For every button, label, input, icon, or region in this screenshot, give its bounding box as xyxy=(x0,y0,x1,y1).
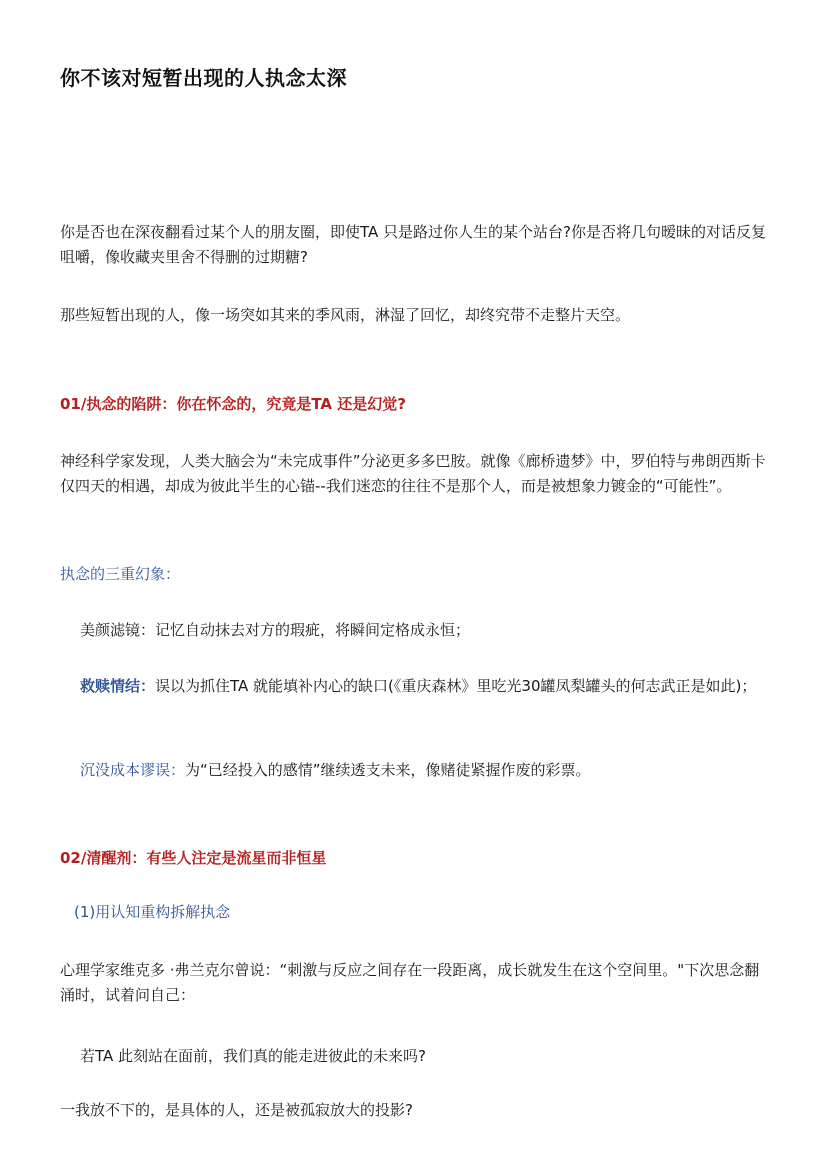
document-title: 你不该对短暂出现的人执念太深 xyxy=(60,66,347,90)
illusion-item-3-label: 沉没成本谬误： xyxy=(80,761,186,779)
illusion-item-2-text: 误以为抓住TA 就能填补内心的缺口(《重庆森林》里吃光30罐凤梨罐头的何志武正是如此)； xyxy=(155,677,757,695)
intro-paragraph-1: 你是否也在深夜翻看过某个人的朋友圈，即使TA 只是路过你人生的某个站台?你是否将几句暧昧的对话反复咀嚼，像收藏夹里舍不得删的过期糖? xyxy=(60,223,766,266)
illusion-item-2-label: 救赎情结： xyxy=(80,677,156,695)
section-2-paragraph: 心理学家维克多 ·弗兰克尔曾说：“刺激与反应之间存在一段距离，成长就发生在这个空间里。"下次思念翻涌时，试着问自己： xyxy=(60,961,760,1004)
illusion-item-1: 美颜滤镜：记忆自动抹去对方的瑕疵，将瞬间定格成永恒； xyxy=(80,621,471,639)
section-1-heading: 01/执念的陷阱：你在怀念的，究竟是TA 还是幻觉? xyxy=(60,395,406,413)
illusion-item-3-text: 为“已经投入的感情”继续透支未来，像赌徒紧握作废的彩票。 xyxy=(185,761,591,779)
section-1-paragraph: 神经科学家发现，人类大脑会为“未完成事件”分泌更多多巴胺。就像《廊桥遗梦》中，罗伯特与弗朗西斯卡仅四天的相遇，却成为彼此半生的心锚--我们迷恋的往往不是那个人，而是被想象力镀金的“可能性”。 xyxy=(60,452,766,495)
section-2-subhead: (1)用认知重构拆解执念 xyxy=(74,903,231,921)
illusion-item-3 xyxy=(80,758,770,783)
section-1-subhead: 执念的三重幻象： xyxy=(60,565,181,583)
section-2-heading: 02/清醒剂：有些人注定是流星而非恒星 xyxy=(60,849,327,867)
reflection-question-2: 一我放不下的，是具体的人，还是被孤寂放大的投影? xyxy=(60,1101,413,1119)
reflection-question-1: 若TA 此刻站在面前，我们真的能走进彼此的未来吗? xyxy=(80,1047,426,1065)
intro-paragraph-2: 那些短暂出现的人，像一场突如其来的季风雨，淋湿了回忆，却终究带不走整片天空。 xyxy=(60,306,631,324)
illusion-item-2 xyxy=(60,674,770,699)
